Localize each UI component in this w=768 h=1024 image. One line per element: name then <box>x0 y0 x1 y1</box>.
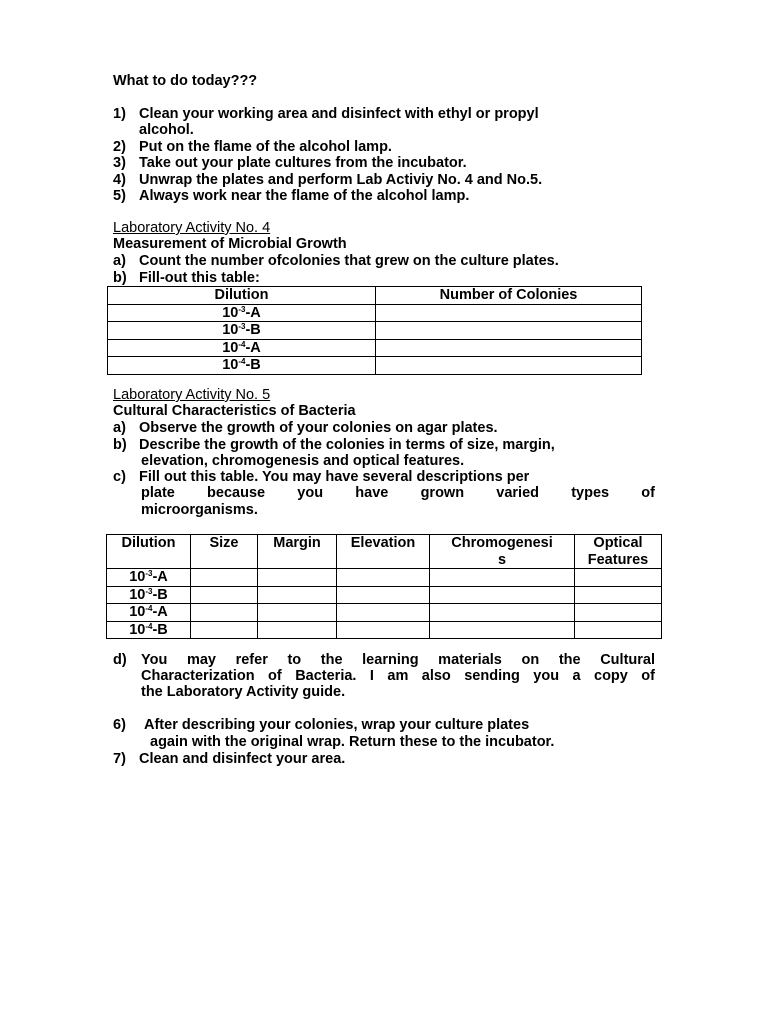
cultural-characteristics-table <box>106 534 662 639</box>
dilution-cell: $10^{-4}-A$ <box>108 339 376 357</box>
table-row <box>107 569 662 587</box>
step-number: 5) <box>113 188 126 204</box>
activity4-subtitle: Measurement of Microbial Growth <box>113 236 347 252</box>
size-cell[interactable] <box>191 569 258 587</box>
activity4-heading: Laboratory Activity No. 4 <box>113 220 271 236</box>
step-5 <box>113 188 469 205</box>
step-text: Clean and disinfect your area. <box>139 751 346 767</box>
optical-cell[interactable] <box>575 586 662 604</box>
item-letter: b) <box>113 437 127 453</box>
elevation-cell[interactable] <box>337 569 430 587</box>
item-letter: a) <box>113 253 126 269</box>
item-letter: b) <box>113 270 127 286</box>
step-text: Put on the flame of the alcohol lamp. <box>139 139 392 155</box>
item-text: Count the number ofcolonies that grew on the culture plates. <box>139 253 559 269</box>
activity5-item-d-line2: Characterization of Bacteria. I am also sending you a copy of <box>141 668 655 684</box>
size-cell[interactable] <box>191 586 258 604</box>
step-1-continuation: alcohol. <box>139 122 194 138</box>
step-4 <box>113 172 542 189</box>
step-number: 6) <box>113 717 126 733</box>
dilution-cell: $10^{-3}-A$ <box>107 569 191 587</box>
header-dilution: Dilution <box>107 535 191 569</box>
step-1 <box>113 106 539 123</box>
colony-count-cell[interactable] <box>376 357 642 375</box>
step-text: Unwrap the plates and perform Lab Activiy No. 4 and No.5. <box>139 172 543 188</box>
table-row <box>108 339 642 357</box>
colony-count-cell[interactable] <box>376 339 642 357</box>
step-text: Clean your working area and disinfect with ethyl or propyl <box>139 106 539 122</box>
dilution-cell: $10^{-4}-B$ <box>107 621 191 639</box>
margin-cell[interactable] <box>258 586 337 604</box>
item-text: Fill-out this table: <box>139 270 260 286</box>
optical-cell[interactable] <box>575 621 662 639</box>
step-text: After describing your colonies, wrap your culture plates <box>144 717 530 733</box>
table-row <box>108 304 642 322</box>
step-text: Take out your plate cultures from the incubator. <box>139 155 467 171</box>
table-row <box>107 604 662 622</box>
dilution-cell: $10^{-3}-B$ <box>108 322 376 340</box>
step-number: 3) <box>113 155 126 171</box>
header-margin: Margin <box>258 535 337 569</box>
optical-cell[interactable] <box>575 604 662 622</box>
step-number: 4) <box>113 172 126 188</box>
margin-cell[interactable] <box>258 604 337 622</box>
step-6 <box>113 717 529 734</box>
header-number-of-colonies: Number of Colonies <box>376 287 642 305</box>
dilution-cell: $10^{-4}-B$ <box>108 357 376 375</box>
margin-cell[interactable] <box>258 569 337 587</box>
step-2 <box>113 139 392 156</box>
chromogenesis-cell[interactable] <box>430 621 575 639</box>
item-text: Fill out this table. You may have several descriptions per <box>139 469 530 485</box>
activity5-item-a <box>113 420 498 437</box>
table-row <box>107 621 662 639</box>
page-title: What to do today??? <box>113 73 258 89</box>
item-text: Describe the growth of the colonies in terms of size, margin, <box>139 437 555 453</box>
header-elevation: Elevation <box>337 535 430 569</box>
activity4-item-b <box>113 270 260 287</box>
activity5-item-d <box>113 652 139 669</box>
step-3 <box>113 155 467 172</box>
optical-cell[interactable] <box>575 569 662 587</box>
activity5-item-c <box>113 469 529 486</box>
activity4-item-a <box>113 253 559 270</box>
dilution-cell: $10^{-4}-A$ <box>107 604 191 622</box>
chromogenesis-cell[interactable] <box>430 604 575 622</box>
colony-count-table <box>107 286 642 375</box>
activity5-item-d-line3: the Laboratory Activity guide. <box>141 684 346 700</box>
step-text: Always work near the flame of the alcohol lamp. <box>139 188 470 204</box>
activity5-item-b <box>113 437 555 454</box>
step-6-continuation: again with the original wrap. Return these to the incubator. <box>150 734 555 750</box>
colony-count-cell[interactable] <box>376 322 642 340</box>
size-cell[interactable] <box>191 604 258 622</box>
activity5-item-b-line2: elevation, chromogenesis and optical features. <box>141 453 465 469</box>
size-cell[interactable] <box>191 621 258 639</box>
step-7 <box>113 751 345 768</box>
activity5-heading: Laboratory Activity No. 5 <box>113 387 271 403</box>
table-row <box>108 322 642 340</box>
activity5-item-c-line3: microorganisms. <box>141 502 258 518</box>
chromogenesis-cell[interactable] <box>430 586 575 604</box>
margin-cell[interactable] <box>258 621 337 639</box>
header-optical-features: Optical Features <box>575 535 662 569</box>
item-text: Observe the growth of your colonies on agar plates. <box>139 420 498 436</box>
table-row <box>108 357 642 375</box>
colony-count-cell[interactable] <box>376 304 642 322</box>
step-number: 2) <box>113 139 126 155</box>
dilution-cell: $10^{-3}-A$ <box>108 304 376 322</box>
dilution-cell: $10^{-3}-B$ <box>107 586 191 604</box>
table-row <box>107 586 662 604</box>
item-letter: a) <box>113 420 126 436</box>
step-number: 7) <box>113 751 126 767</box>
elevation-cell[interactable] <box>337 621 430 639</box>
activity5-subtitle: Cultural Characteristics of Bacteria <box>113 403 356 419</box>
step-number: 1) <box>113 106 126 122</box>
header-chromogenesis: Chromogenesi s <box>430 535 575 569</box>
item-letter: c) <box>113 469 126 485</box>
elevation-cell[interactable] <box>337 586 430 604</box>
elevation-cell[interactable] <box>337 604 430 622</box>
activity5-item-c-line2: plate because you have grown varied types of <box>141 485 655 501</box>
activity5-item-d-line1: You may refer to the learning materials on the Cultural <box>141 652 655 668</box>
item-letter: d) <box>113 652 127 668</box>
chromogenesis-cell[interactable] <box>430 569 575 587</box>
header-dilution: Dilution <box>108 287 376 305</box>
header-size: Size <box>191 535 258 569</box>
